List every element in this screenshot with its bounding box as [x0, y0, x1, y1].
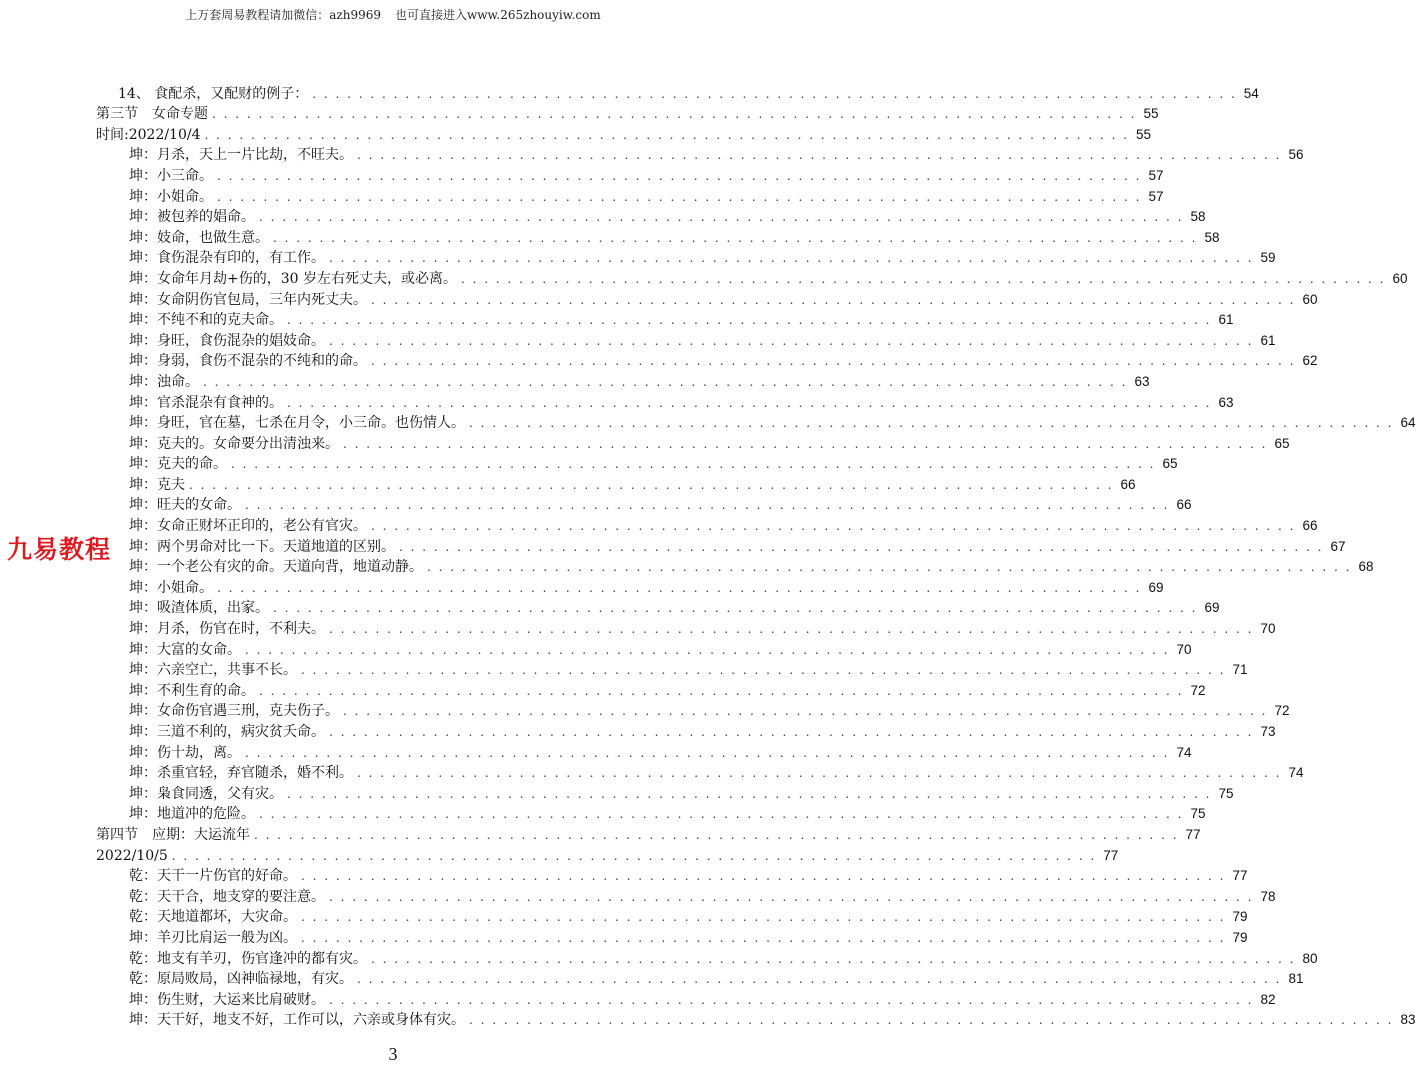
toc-entry[interactable] — [96, 865, 1248, 886]
toc-dot-leader: . . . . . . . . . . . . . . . . . . . . . . . . . . . . . . . . . . . . . . . . . . . . . . . . . . . . . . . . . . . . . . . . . . . . . . . . . . . . . . . . — [301, 910, 1226, 925]
toc-dot-leader: . . . . . . . . . . . . . . . . . . . . . . . . . . . . . . . . . . . . . . . . . . . . . . . . . . . . . . . . . . . . . . . . . . . . . . . . . . . . . . . . — [329, 251, 1254, 266]
toc-dot-leader: . . . . . . . . . . . . . . . . . . . . . . . . . . . . . . . . . . . . . . . . . . . . . . . . . . . . . . . . . . . . . . . . . . . . . . . . . . . . . . . . — [259, 210, 1184, 225]
toc-entry-title: 坤：三道不利的，病灾贫夭命。 — [129, 724, 325, 740]
toc-dot-leader: . . . . . . . . . . . . . . . . . . . . . . . . . . . . . . . . . . . . . . . . . . . . . . . . . . . . . . . . . . . . . . . . . . . . . . . . . . . . . . . . — [371, 951, 1296, 966]
toc-entry-page: 71 — [1232, 662, 1248, 678]
toc-entry[interactable] — [96, 617, 1276, 638]
toc-dot-leader: . . . . . . . . . . . . . . . . . . . . . . . . . . . . . . . . . . . . . . . . . . . . . . . . . . . . . . . . . . . . . . . . . . . . . . . . . . . . . . . . — [301, 663, 1226, 678]
toc-entry-page: 61 — [1260, 332, 1276, 348]
toc-entry-page: 63 — [1218, 394, 1234, 410]
toc-entry-title: 坤：月杀，伤官在时，不利夫。 — [129, 621, 325, 638]
toc-entry-title: 坤：女命阴伤官包局，三年内死丈夫。 — [129, 291, 367, 308]
toc-dot-leader: . . . . . . . . . . . . . . . . . . . . . . . . . . . . . . . . . . . . . . . . . . . . . . . . . . . . . . . . . . . . . . . . . . . . . . . . . . . . . . . . — [287, 786, 1212, 801]
toc-entry-page: 70 — [1176, 641, 1192, 657]
toc-entry[interactable] — [96, 803, 1206, 824]
toc-entry-title: 坤：小三命。 — [129, 167, 213, 184]
toc-entry[interactable] — [96, 350, 1318, 371]
toc-entry-title: 坤：两个男命对比一下。天道地道的区别。 — [129, 538, 395, 555]
toc-entry[interactable] — [96, 514, 1318, 535]
toc-dot-leader: . . . . . . . . . . . . . . . . . . . . . . . . . . . . . . . . . . . . . . . . . . . . . . . . . . . . . . . . . . . . . . . . . . . . . . . . . . . . . . . . — [217, 580, 1142, 595]
toc-dot-leader: . . . . . . . . . . . . . . . . . . . . . . . . . . . . . . . . . . . . . . . . . . . . . . . . . . . . . . . . . . . . . . . . . . . . . . . . . . . . . . . . — [254, 827, 1179, 842]
toc-entry-page: 58 — [1204, 229, 1220, 245]
toc-entry[interactable] — [96, 556, 1374, 577]
toc-entry[interactable] — [96, 823, 1201, 844]
toc-dot-leader: . . . . . . . . . . . . . . . . . . . . . . . . . . . . . . . . . . . . . . . . . . . . . . . . . . . . . . . . . . . . . . . . . . . . . . . . . . . . . . . . — [357, 972, 1282, 987]
toc-entry-title: 2022/10/5 — [96, 847, 168, 864]
toc-entry-page: 57 — [1148, 188, 1164, 204]
toc-entry-page: 79 — [1232, 909, 1248, 925]
toc-entry-page: 55 — [1143, 106, 1159, 122]
toc-entry-page: 72 — [1274, 703, 1290, 719]
toc-entry-page: 61 — [1218, 312, 1234, 328]
toc-entry[interactable] — [96, 309, 1234, 330]
toc-entry[interactable] — [96, 947, 1318, 968]
toc-entry-page: 56 — [1288, 147, 1304, 163]
toc-dot-leader: . . . . . . . . . . . . . . . . . . . . . . . . . . . . . . . . . . . . . . . . . . . . . . . . . . . . . . . . . . . . . . . . . . . . . . . . . . . . . . . . — [461, 271, 1386, 286]
toc-entry[interactable] — [96, 762, 1304, 783]
toc-entry-title: 坤：身旺，食伤混杂的娼妓命。 — [129, 332, 325, 349]
header-website-text: 也可直接进入www.265zhouyiw.com — [395, 8, 601, 22]
toc-entry-title: 乾：天干一片伤官的好命。 — [129, 868, 297, 885]
toc-entry-title: 坤：妓命，也做生意。 — [129, 229, 269, 246]
toc-entry-page: 66 — [1176, 497, 1192, 513]
toc-entry-page: 66 — [1302, 518, 1318, 534]
toc-entry-page: 77 — [1185, 826, 1201, 842]
toc-entry-title: 坤：六亲空亡，共事不长。 — [129, 662, 297, 679]
toc-dot-leader: . . . . . . . . . . . . . . . . . . . . . . . . . . . . . . . . . . . . . . . . . . . . . . . . . . . . . . . . . . . . . . . . . . . . . . . . . . . . . . . . — [343, 704, 1268, 719]
toc-entry[interactable] — [96, 638, 1192, 659]
toc-dot-leader: . . . . . . . . . . . . . . . . . . . . . . . . . . . . . . . . . . . . . . . . . . . . . . . . . . . . . . . . . . . . . . . . . . . . . . . . . . . . . . . . — [312, 86, 1237, 101]
toc-entry-page: 82 — [1260, 991, 1276, 1007]
toc-entry-page: 58 — [1190, 209, 1206, 225]
toc-entry[interactable] — [96, 885, 1276, 906]
toc-entry-page: 69 — [1148, 579, 1164, 595]
toc-entry-title: 坤：食伤混杂有印的，有工作。 — [129, 250, 325, 267]
toc-dot-leader: . . . . . . . . . . . . . . . . . . . . . . . . . . . . . . . . . . . . . . . . . . . . . . . . . . . . . . . . . . . . . . . . . . . . . . . . . . . . . . . . — [273, 601, 1198, 616]
toc-dot-leader: . . . . . . . . . . . . . . . . . . . . . . . . . . . . . . . . . . . . . . . . . . . . . . . . . . . . . . . . . . . . . . . . . . . . . . . . . . . . . . . . — [329, 992, 1254, 1007]
toc-dot-leader: . . . . . . . . . . . . . . . . . . . . . . . . . . . . . . . . . . . . . . . . . . . . . . . . . . . . . . . . . . . . . . . . . . . . . . . . . . . . . . . . — [469, 416, 1394, 431]
toc-dot-leader: . . . . . . . . . . . . . . . . . . . . . . . . . . . . . . . . . . . . . . . . . . . . . . . . . . . . . . . . . . . . . . . . . . . . . . . . . . . . . . . . — [371, 354, 1296, 369]
toc-dot-leader: . . . . . . . . . . . . . . . . . . . . . . . . . . . . . . . . . . . . . . . . . . . . . . . . . . . . . . . . . . . . . . . . . . . . . . . . . . . . . . . . — [259, 683, 1184, 698]
toc-entry-title: 第三节 女命专题 — [96, 106, 208, 123]
toc-entry[interactable] — [96, 700, 1290, 721]
toc-entry-page: 64 — [1400, 415, 1416, 431]
toc-entry[interactable] — [96, 535, 1346, 556]
toc-entry-page: 67 — [1330, 538, 1346, 554]
toc-entry-page: 69 — [1204, 600, 1220, 616]
toc-entry[interactable] — [96, 391, 1234, 412]
toc-entry-title: 坤：女命年月劫+伤的，30 岁左右死丈夫，或必离。 — [129, 270, 457, 287]
toc-entry-title: 坤：不纯不和的克夫命。 — [129, 312, 283, 329]
toc-entry-page: 77 — [1103, 847, 1119, 863]
toc-entry-page: 60 — [1392, 270, 1408, 286]
toc-dot-leader: . . . . . . . . . . . . . . . . . . . . . . . . . . . . . . . . . . . . . . . . . . . . . . . . . . . . . . . . . . . . . . . . . . . . . . . . . . . . . . . . — [329, 333, 1254, 348]
toc-entry-title: 坤：月杀，天上一片比劫，不旺夫。 — [129, 147, 353, 164]
page-header — [0, 6, 786, 23]
toc-entry-page: 78 — [1260, 888, 1276, 904]
toc-entry-title: 坤：身弱，食伤不混杂的不纯和的命。 — [129, 353, 367, 370]
toc-entry-title: 坤：地道冲的危险。 — [129, 806, 255, 823]
toc-entry-title: 坤：官杀混杂有食神的。 — [129, 394, 283, 411]
toc-entry-title: 坤：杀重官轻，弃官随杀，婚不利。 — [129, 765, 353, 782]
toc-entry[interactable] — [96, 164, 1164, 185]
toc-entry[interactable] — [96, 782, 1234, 803]
toc-entry[interactable] — [96, 412, 1416, 433]
toc-dot-leader: . . . . . . . . . . . . . . . . . . . . . . . . . . . . . . . . . . . . . . . . . . . . . . . . . . . . . . . . . . . . . . . . . . . . . . . . . . . . . . . . — [371, 519, 1296, 534]
toc-entry[interactable] — [96, 968, 1304, 989]
toc-entry-title: 坤：浊命。 — [129, 373, 199, 390]
toc-entry[interactable] — [96, 988, 1276, 1009]
toc-entry-page: 80 — [1302, 950, 1318, 966]
toc-entry-title: 坤：吸渣体质，出家。 — [129, 600, 269, 617]
toc-entry[interactable] — [96, 206, 1206, 227]
toc-dot-leader: . . . . . . . . . . . . . . . . . . . . . . . . . . . . . . . . . . . . . . . . . . . . . . . . . . . . . . . . . . . . . . . . . . . . . . . . . . . . . . . . — [399, 539, 1324, 554]
toc-entry-title: 坤：伤生财，大运来比肩破财。 — [129, 991, 325, 1008]
toc-entry[interactable] — [96, 576, 1164, 597]
toc-entry[interactable] — [96, 226, 1220, 247]
toc-entry[interactable] — [96, 432, 1290, 453]
toc-entry[interactable] — [96, 720, 1276, 741]
toc-entry[interactable] — [96, 926, 1248, 947]
toc-dot-leader: . . . . . . . . . . . . . . . . . . . . . . . . . . . . . . . . . . . . . . . . . . . . . . . . . . . . . . . . . . . . . . . . . . . . . . . . . . . . . . . . — [203, 374, 1128, 389]
toc-entry[interactable] — [96, 267, 1408, 288]
toc-dot-leader: . . . . . . . . . . . . . . . . . . . . . . . . . . . . . . . . . . . . . . . . . . . . . . . . . . . . . . . . . . . . . . . . . . . . . . . . . . . . . . . . — [427, 560, 1352, 575]
toc-entry[interactable] — [96, 597, 1220, 618]
toc-entry-page: 75 — [1190, 806, 1206, 822]
toc-dot-leader: . . . . . . . . . . . . . . . . . . . . . . . . . . . . . . . . . . . . . . . . . . . . . . . . . . . . . . . . . . . . . . . . . . . . . . . . . . . . . . . . — [329, 725, 1254, 739]
toc-entry-title: 坤：羊刃比肩运一般为凶。 — [129, 929, 297, 946]
toc-entry-page: 59 — [1260, 250, 1276, 266]
toc-entry-title: 乾：天地道都坏，大灾命。 — [129, 909, 297, 926]
toc-entry-page: 65 — [1162, 456, 1178, 472]
toc-entry-title: 坤：大富的女命。 — [129, 641, 241, 658]
toc-entry-title: 第四节 应期：大运流年 — [96, 826, 250, 843]
toc-entry-title: 坤：克夫 — [129, 476, 185, 493]
toc-entry-title: 坤：不利生育的命。 — [129, 682, 255, 699]
toc-entry-title: 乾：地支有羊刃，伤官逢冲的都有灾。 — [129, 950, 367, 967]
toc-entry-title: 时间:2022/10/4 — [96, 126, 201, 143]
toc-entry-title: 坤：伤十劫，离。 — [129, 744, 241, 761]
toc-dot-leader: . . . . . . . . . . . . . . . . . . . . . . . . . . . . . . . . . . . . . . . . . . . . . . . . . . . . . . . . . . . . . . . . . . . . . . . . . . . . . . . . — [287, 313, 1212, 328]
toc-entry-page: 68 — [1358, 559, 1374, 575]
table-of-contents — [96, 82, 1416, 1029]
toc-entry[interactable] — [96, 288, 1318, 309]
toc-entry-title: 坤：女命伤官遇三刑，克夫伤子。 — [129, 703, 339, 720]
toc-dot-leader: . . . . . . . . . . . . . . . . . . . . . . . . . . . . . . . . . . . . . . . . . . . . . . . . . . . . . . . . . . . . . . . . . . . . . . . . . . . . . . . . — [245, 498, 1170, 513]
toc-entry-page: 74 — [1288, 765, 1304, 781]
toc-entry[interactable] — [96, 103, 1159, 124]
toc-dot-leader: . . . . . . . . . . . . . . . . . . . . . . . . . . . . . . . . . . . . . . . . . . . . . . . . . . . . . . . . . . . . . . . . . . . . . . . . . . . . . . . . — [329, 622, 1254, 637]
toc-entry-title: 坤：被包养的娼命。 — [129, 209, 255, 226]
toc-entry-page: 54 — [1243, 85, 1259, 101]
toc-entry[interactable] — [96, 1009, 1416, 1030]
toc-dot-leader: . . . . . . . . . . . . . . . . . . . . . . . . . . . . . . . . . . . . . . . . . . . . . . . . . . . . . . . . . . . . . . . . . . . . . . . . . . . . . . . . — [245, 745, 1170, 760]
toc-entry-title: 坤：克夫的命。 — [129, 456, 227, 473]
toc-entry-page: 57 — [1148, 167, 1164, 183]
toc-entry-page: 62 — [1302, 353, 1318, 369]
toc-entry-page: 81 — [1288, 971, 1304, 987]
toc-entry-page: 75 — [1218, 785, 1234, 801]
watermark-logo: 九易教程 — [4, 530, 114, 566]
toc-dot-leader: . . . . . . . . . . . . . . . . . . . . . . . . . . . . . . . . . . . . . . . . . . . . . . . . . . . . . . . . . . . . . . . . . . . . . . . . . . . . . . . . — [189, 477, 1114, 492]
toc-entry-page: 70 — [1260, 621, 1276, 637]
toc-dot-leader: . . . . . . . . . . . . . . . . . . . . . . . . . . . . . . . . . . . . . . . . . . . . . . . . . . . . . . . . . . . . . . . . . . . . . . . . . . . . . . . . — [245, 642, 1170, 657]
toc-entry-page: 77 — [1232, 868, 1248, 884]
toc-entry-page: 79 — [1232, 929, 1248, 945]
toc-entry-title: 坤：天干好，地支不好，工作可以，六亲或身体有灾。 — [129, 1012, 465, 1029]
toc-entry[interactable] — [96, 473, 1136, 494]
toc-dot-leader: . . . . . . . . . . . . . . . . . . . . . . . . . . . . . . . . . . . . . . . . . . . . . . . . . . . . . . . . . . . . . . . . . . . . . . . . . . . . . . . . — [357, 766, 1282, 781]
toc-dot-leader: . . . . . . . . . . . . . . . . . . . . . . . . . . . . . . . . . . . . . . . . . . . . . . . . . . . . . . . . . . . . . . . . . . . . . . . . . . . . . . . . — [301, 930, 1226, 945]
toc-entry-page: 65 — [1274, 435, 1290, 451]
toc-dot-leader: . . . . . . . . . . . . . . . . . . . . . . . . . . . . . . . . . . . . . . . . . . . . . . . . . . . . . . . . . . . . . . . . . . . . . . . . . . . . . . . . — [329, 889, 1254, 904]
toc-entry-page: 55 — [1135, 126, 1152, 142]
toc-entry-title: 坤：枭食同透，父有灾。 — [129, 785, 283, 802]
toc-entry[interactable] — [96, 659, 1248, 680]
toc-entry-page: 66 — [1120, 476, 1136, 492]
toc-entry[interactable] — [96, 679, 1206, 700]
toc-entry-title: 坤：女命正财坏正印的，老公有官灾。 — [129, 518, 367, 535]
toc-dot-leader: . . . . . . . . . . . . . . . . . . . . . . . . . . . . . . . . . . . . . . . . . . . . . . . . . . . . . . . . . . . . . . . . . . . . . . . . . . . . . . . . — [273, 230, 1198, 245]
toc-dot-leader: . . . . . . . . . . . . . . . . . . . . . . . . . . . . . . . . . . . . . . . . . . . . . . . . . . . . . . . . . . . . . . . . . . . . . . . . . . . . . . . . — [343, 436, 1268, 451]
toc-entry-page: 72 — [1190, 682, 1206, 698]
toc-entry-page: 83 — [1400, 1012, 1416, 1028]
toc-entry-title: 坤：旺夫的女命。 — [129, 497, 241, 514]
toc-entry-title: 乾：原局败局，凶神临禄地，有灾。 — [129, 971, 353, 988]
toc-entry-page: 60 — [1302, 291, 1318, 307]
toc-entry[interactable] — [96, 494, 1192, 515]
toc-dot-leader: . . . . . . . . . . . . . . . . . . . . . . . . . . . . . . . . . . . . . . . . . . . . . . . . . . . . . . . . . . . . . . . . . . . . . . . . . . . . . . . . — [204, 127, 1130, 142]
toc-dot-leader: . . . . . . . . . . . . . . . . . . . . . . . . . . . . . . . . . . . . . . . . . . . . . . . . . . . . . . . . . . . . . . . . . . . . . . . . . . . . . . . . — [287, 395, 1212, 410]
toc-entry[interactable] — [96, 329, 1276, 350]
toc-dot-leader: . . . . . . . . . . . . . . . . . . . . . . . . . . . . . . . . . . . . . . . . . . . . . . . . . . . . . . . . . . . . . . . . . . . . . . . . . . . . . . . . — [212, 107, 1137, 122]
header-wechat-text: 上万套周易教程请加微信：azh9969 — [185, 8, 382, 22]
toc-dot-leader: . . . . . . . . . . . . . . . . . . . . . . . . . . . . . . . . . . . . . . . . . . . . . . . . . . . . . . . . . . . . . . . . . . . . . . . . . . . . . . . . — [217, 168, 1142, 183]
toc-entry[interactable] — [96, 453, 1178, 474]
toc-entry-page: 63 — [1134, 373, 1150, 389]
toc-dot-leader: . . . . . . . . . . . . . . . . . . . . . . . . . . . . . . . . . . . . . . . . . . . . . . . . . . . . . . . . . . . . . . . . . . . . . . . . . . . . . . . . — [357, 148, 1282, 163]
toc-entry-title: 坤：身旺，官在墓，七杀在月令，小三命。也伤情人。 — [129, 415, 465, 432]
toc-entry[interactable] — [96, 741, 1192, 762]
toc-entry-title: 坤：一个老公有灾的命。天道向背，地道动静。 — [129, 559, 423, 576]
toc-dot-leader: . . . . . . . . . . . . . . . . . . . . . . . . . . . . . . . . . . . . . . . . . . . . . . . . . . . . . . . . . . . . . . . . . . . . . . . . . . . . . . . . — [231, 457, 1156, 472]
toc-entry[interactable] — [96, 247, 1276, 268]
toc-entry-title: 坤：小姐命。 — [129, 188, 213, 205]
toc-entry[interactable] — [96, 185, 1164, 206]
toc-dot-leader: . . . . . . . . . . . . . . . . . . . . . . . . . . . . . . . . . . . . . . . . . . . . . . . . . . . . . . . . . . . . . . . . . . . . . . . . . . . . . . . . — [371, 292, 1296, 307]
toc-entry-page: 74 — [1176, 744, 1192, 760]
toc-entry[interactable] — [96, 123, 1152, 144]
toc-entry-title: 坤：克夫的。女命要分出清浊来。 — [129, 435, 339, 452]
toc-entry-title: 乾：天干合，地支穿的要注意。 — [129, 888, 325, 905]
toc-dot-leader: . . . . . . . . . . . . . . . . . . . . . . . . . . . . . . . . . . . . . . . . . . . . . . . . . . . . . . . . . . . . . . . . . . . . . . . . . . . . . . . . — [259, 807, 1184, 822]
toc-entry[interactable] — [96, 144, 1304, 165]
toc-entry-title: 14、 食配杀，又配财的例子： — [118, 85, 309, 102]
toc-entry[interactable] — [96, 370, 1150, 391]
toc-entry-title: 坤：小姐命。 — [129, 579, 213, 596]
toc-dot-leader: . . . . . . . . . . . . . . . . . . . . . . . . . . . . . . . . . . . . . . . . . . . . . . . . . . . . . . . . . . . . . . . . . . . . . . . . . . . . . . . . — [217, 189, 1142, 204]
toc-dot-leader: . . . . . . . . . . . . . . . . . . . . . . . . . . . . . . . . . . . . . . . . . . . . . . . . . . . . . . . . . . . . . . . . . . . . . . . . . . . . . . . . — [301, 869, 1226, 884]
toc-entry[interactable] — [96, 844, 1119, 865]
toc-dot-leader: . . . . . . . . . . . . . . . . . . . . . . . . . . . . . . . . . . . . . . . . . . . . . . . . . . . . . . . . . . . . . . . . . . . . . . . . . . . . . . . . — [171, 848, 1097, 863]
toc-entry[interactable] — [96, 82, 1259, 103]
page-number: 3 — [388, 1044, 398, 1064]
toc-entry-page: 73 — [1260, 724, 1276, 739]
toc-entry[interactable] — [96, 906, 1248, 927]
toc-dot-leader: . . . . . . . . . . . . . . . . . . . . . . . . . . . . . . . . . . . . . . . . . . . . . . . . . . . . . . . . . . . . . . . . . . . . . . . . . . . . . . . . — [469, 1013, 1394, 1028]
